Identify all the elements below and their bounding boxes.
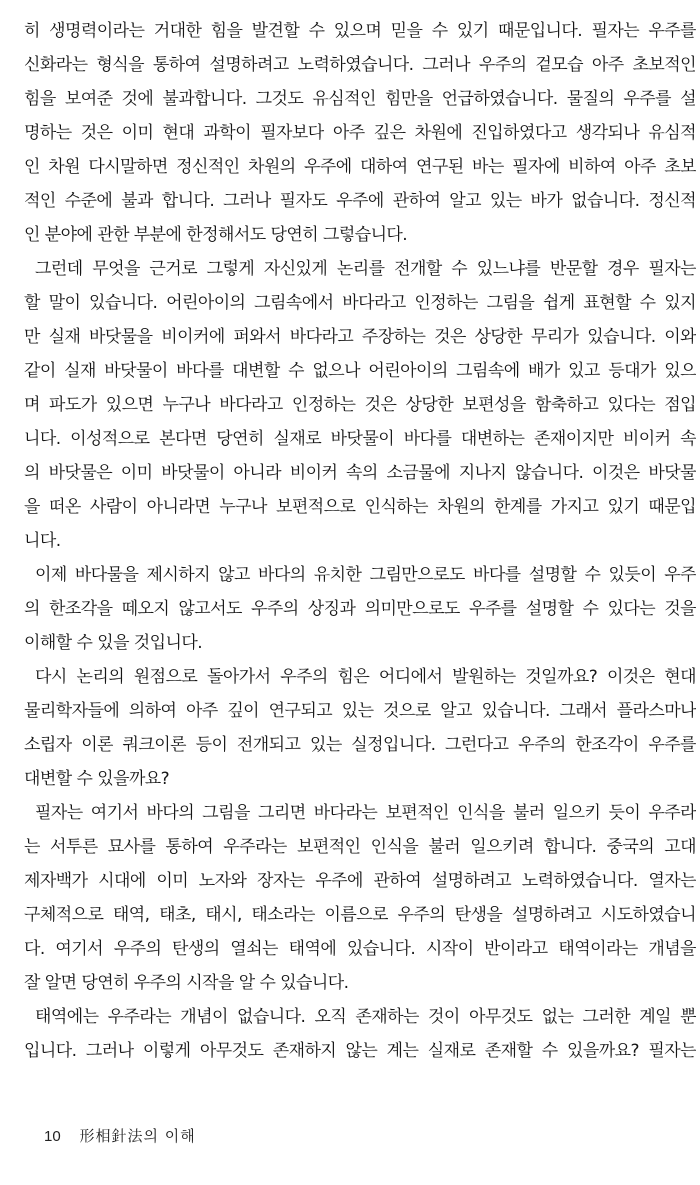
paragraph-start-line: 필자는 여기서 바다의 그림을 그리면 바다라는 보편적인 인식을 불러 일으키 듯이 우주라 xyxy=(35,803,696,823)
text-line: 만 실재 바닷물을 비이커에 퍼와서 바다라고 주장하는 것은 상당한 무리가 있습니다. 이와 xyxy=(24,327,696,347)
text-line: 적인 수준에 불과 합니다. 그러나 필자도 우주에 관하여 알고 있는 바가 없습니다. 정신적 xyxy=(24,191,696,211)
paragraph-start-line: 그런데 무엇을 근거로 그렇게 자신있게 논리를 전개할 수 있느냐를 반문할 경우 필자는 xyxy=(35,259,696,279)
text-line: 제자백가 시대에 이미 노자와 장자는 우주에 관하여 설명하려고 노력하였습니다. 열자는 xyxy=(24,871,696,891)
text-line: 입니다. 그러나 이렇게 아무것도 존재하지 않는 계는 실재로 존재할 수 있을까요? 필자는 xyxy=(24,1041,696,1061)
body-text xyxy=(24,14,696,1068)
text-line: 며 파도가 있으면 누구나 바다라고 인정하는 것은 상당한 보편성을 함축하고 있다는 점입 xyxy=(24,395,696,415)
text-line: 잘 알면 당연히 우주의 시작을 알 수 있습니다. xyxy=(24,973,349,993)
text-line: 대변할 수 있을까요? xyxy=(24,769,170,789)
text-line: 명하는 것은 이미 현대 과학이 필자보다 아주 깊은 차원에 진입하였다고 생각되나 유심적 xyxy=(24,123,696,143)
paragraph-start-line: 태역에는 우주라는 개념이 없습니다. 오직 존재하는 것이 아무것도 없는 그러한 계일 뿐 xyxy=(35,1007,696,1027)
text-line: 물리학자들에 의하여 아주 깊이 연구되고 있는 것으로 알고 있습니다. 그래서 플라스마나 xyxy=(24,701,696,721)
paragraph-start-line: 다시 논리의 원점으로 돌아가서 우주의 힘은 어디에서 발원하는 것일까요? 이것은 현대 xyxy=(35,667,696,687)
text-line: 다. 여기서 우주의 탄생의 열쇠는 태역에 있습니다. 시작이 반이라고 태역이라는 개념을 xyxy=(24,939,696,959)
page-footer xyxy=(44,1126,196,1147)
text-line: 이해할 수 있을 것입니다. xyxy=(24,633,203,653)
text-line: 힘을 보여준 것에 불과합니다. 그것도 유심적인 힘만을 언급하였습니다. 물질의 우주를 설 xyxy=(24,89,696,109)
text-line: 구체적으로 태역, 태초, 태시, 태소라는 이름으로 우주의 탄생을 설명하려고 시도하였습니 xyxy=(24,905,696,925)
text-line: 의 한조각을 떼오지 않고서도 우주의 상징과 의미만으로도 우주를 설명할 수 있다는 것을 xyxy=(24,599,696,619)
text-line: 할 말이 있습니다. 어린아이의 그림속에서 바다라고 인정하는 그림을 쉽게 표현할 수 있지 xyxy=(24,293,696,313)
book-title: 形相針法의 이해 xyxy=(79,1127,196,1145)
text-line: 히 생명력이라는 거대한 힘을 발견할 수 있으며 믿을 수 있기 때문입니다. 필자는 우주를 xyxy=(24,21,696,41)
text-line: 신화라는 형식을 통하여 설명하려고 노력하였습니다. 그러나 우주의 겉모습 아주 초보적인 xyxy=(24,55,696,75)
text-line: 인 분야에 관한 부분에 한정해서도 당연히 그렇습니다. xyxy=(24,225,408,245)
text-line: 같이 실재 바닷물이 바다를 대변할 수 없으나 어린아이의 그림속에 배가 있고 등대가 있으 xyxy=(24,361,696,381)
text-line: 을 떠온 사람이 아니라면 누구나 보편적으로 인식하는 차원의 한계를 가지고 있기 때문입 xyxy=(24,497,696,517)
text-line: 니다. xyxy=(24,531,61,551)
text-line: 니다. 이성적으로 본다면 당연히 실재로 바닷물이 바다를 대변하는 존재이지만 비이커 속 xyxy=(24,429,696,449)
page-number: 10 xyxy=(44,1128,61,1145)
text-line: 소립자 이론 쿼크이론 등이 전개되고 있는 실정입니다. 그런다고 우주의 한조각이 우주를 xyxy=(24,735,696,755)
paragraph-start-line: 이제 바다물을 제시하지 않고 바다의 유치한 그림만으로도 바다를 설명할 수 있듯이 우주 xyxy=(35,565,696,585)
text-line: 는 서투른 묘사를 통하여 우주라는 보편적인 인식을 불러 일으키려 합니다. 중국의 고대 xyxy=(24,837,696,857)
text-line: 인 차원 다시말하면 정신적인 차원의 우주에 대하여 연구된 바는 필자에 비하여 아주 초보 xyxy=(24,157,696,177)
text-line: 의 바닷물은 이미 바닷물이 아니라 비이커 속의 소금물에 지나지 않습니다. 이것은 바닷물 xyxy=(24,463,696,483)
